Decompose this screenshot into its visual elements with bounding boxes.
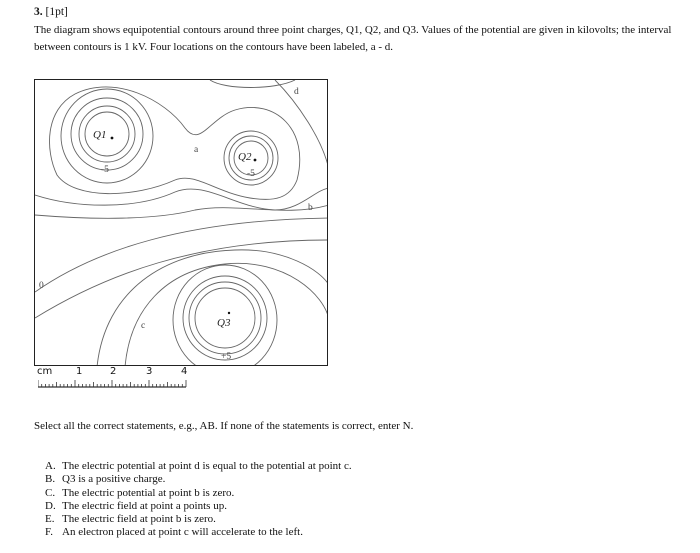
potential-label-q3: +5 (221, 352, 232, 362)
statement-letter: C. (45, 486, 56, 499)
equipotential-diagram (34, 79, 328, 366)
statement-letter: A. (45, 460, 56, 472)
statement-text: The electric potential at point d is equal to the potential at point c. (62, 460, 352, 472)
statement-text: An electron placed at point c will accelerate to the left. (62, 526, 303, 539)
q2-marker (254, 159, 257, 162)
statement-b (45, 473, 352, 486)
q3-label: Q3 (217, 317, 231, 329)
statement-text: The electric potential at point b is zero. (62, 486, 235, 499)
question-points: [1pt] (45, 6, 68, 18)
statement-text: The electric field at point a points up. (62, 499, 227, 512)
q2-label: Q2 (238, 151, 252, 163)
q3-contours (97, 250, 328, 366)
statement-c (45, 487, 352, 500)
statement-d (45, 500, 352, 513)
question-text: The diagram shows equipotential contours around three point charges, Q1, Q2, and Q3. Values of the potential are given in kilovolts; the interval between contours is 1 kV. Four locations on the contours have been labeled, a - d. (34, 24, 672, 53)
contour-plot (35, 80, 328, 366)
ruler-tick-1: 1 (76, 366, 83, 377)
q1-label: Q1 (93, 129, 107, 141)
ruler-tick-4: 4 (181, 366, 188, 377)
ruler-bar (38, 377, 198, 389)
statement-letter: D. (45, 499, 56, 512)
statement-text: Q3 is a positive charge. (62, 473, 166, 486)
statement-letter: E. (45, 513, 55, 526)
point-c-label: c (141, 321, 146, 331)
point-d-label: d (294, 87, 299, 97)
statement-letter: F. (45, 526, 53, 539)
potential-label-zero: 0 (39, 281, 44, 291)
ruler-tick-2: 2 (110, 366, 117, 377)
ruler-tick-3: 3 (146, 366, 153, 377)
point-a-label: a (194, 145, 199, 155)
potential-label-q2: -5 (247, 169, 255, 179)
question-number: 3. (34, 6, 43, 18)
question-header (34, 6, 68, 18)
statement-e (45, 513, 352, 526)
statement-a (45, 460, 352, 473)
potential-label-q1: -5 (101, 165, 109, 175)
statement-letter: B. (45, 473, 56, 486)
point-b-label: b (308, 203, 313, 213)
statement-text: The electric field at point b is zero. (62, 513, 216, 526)
ruler-unit: cm (37, 366, 53, 377)
instruction-text: Select all the correct statements, e.g., AB. If none of the statements is correct, enter N. (34, 420, 414, 432)
combined-contours (35, 80, 328, 218)
q1-marker (111, 137, 114, 140)
zero-contours (35, 218, 328, 318)
q3-marker (228, 312, 230, 314)
statement-f (45, 526, 352, 539)
statement-list (45, 460, 352, 540)
